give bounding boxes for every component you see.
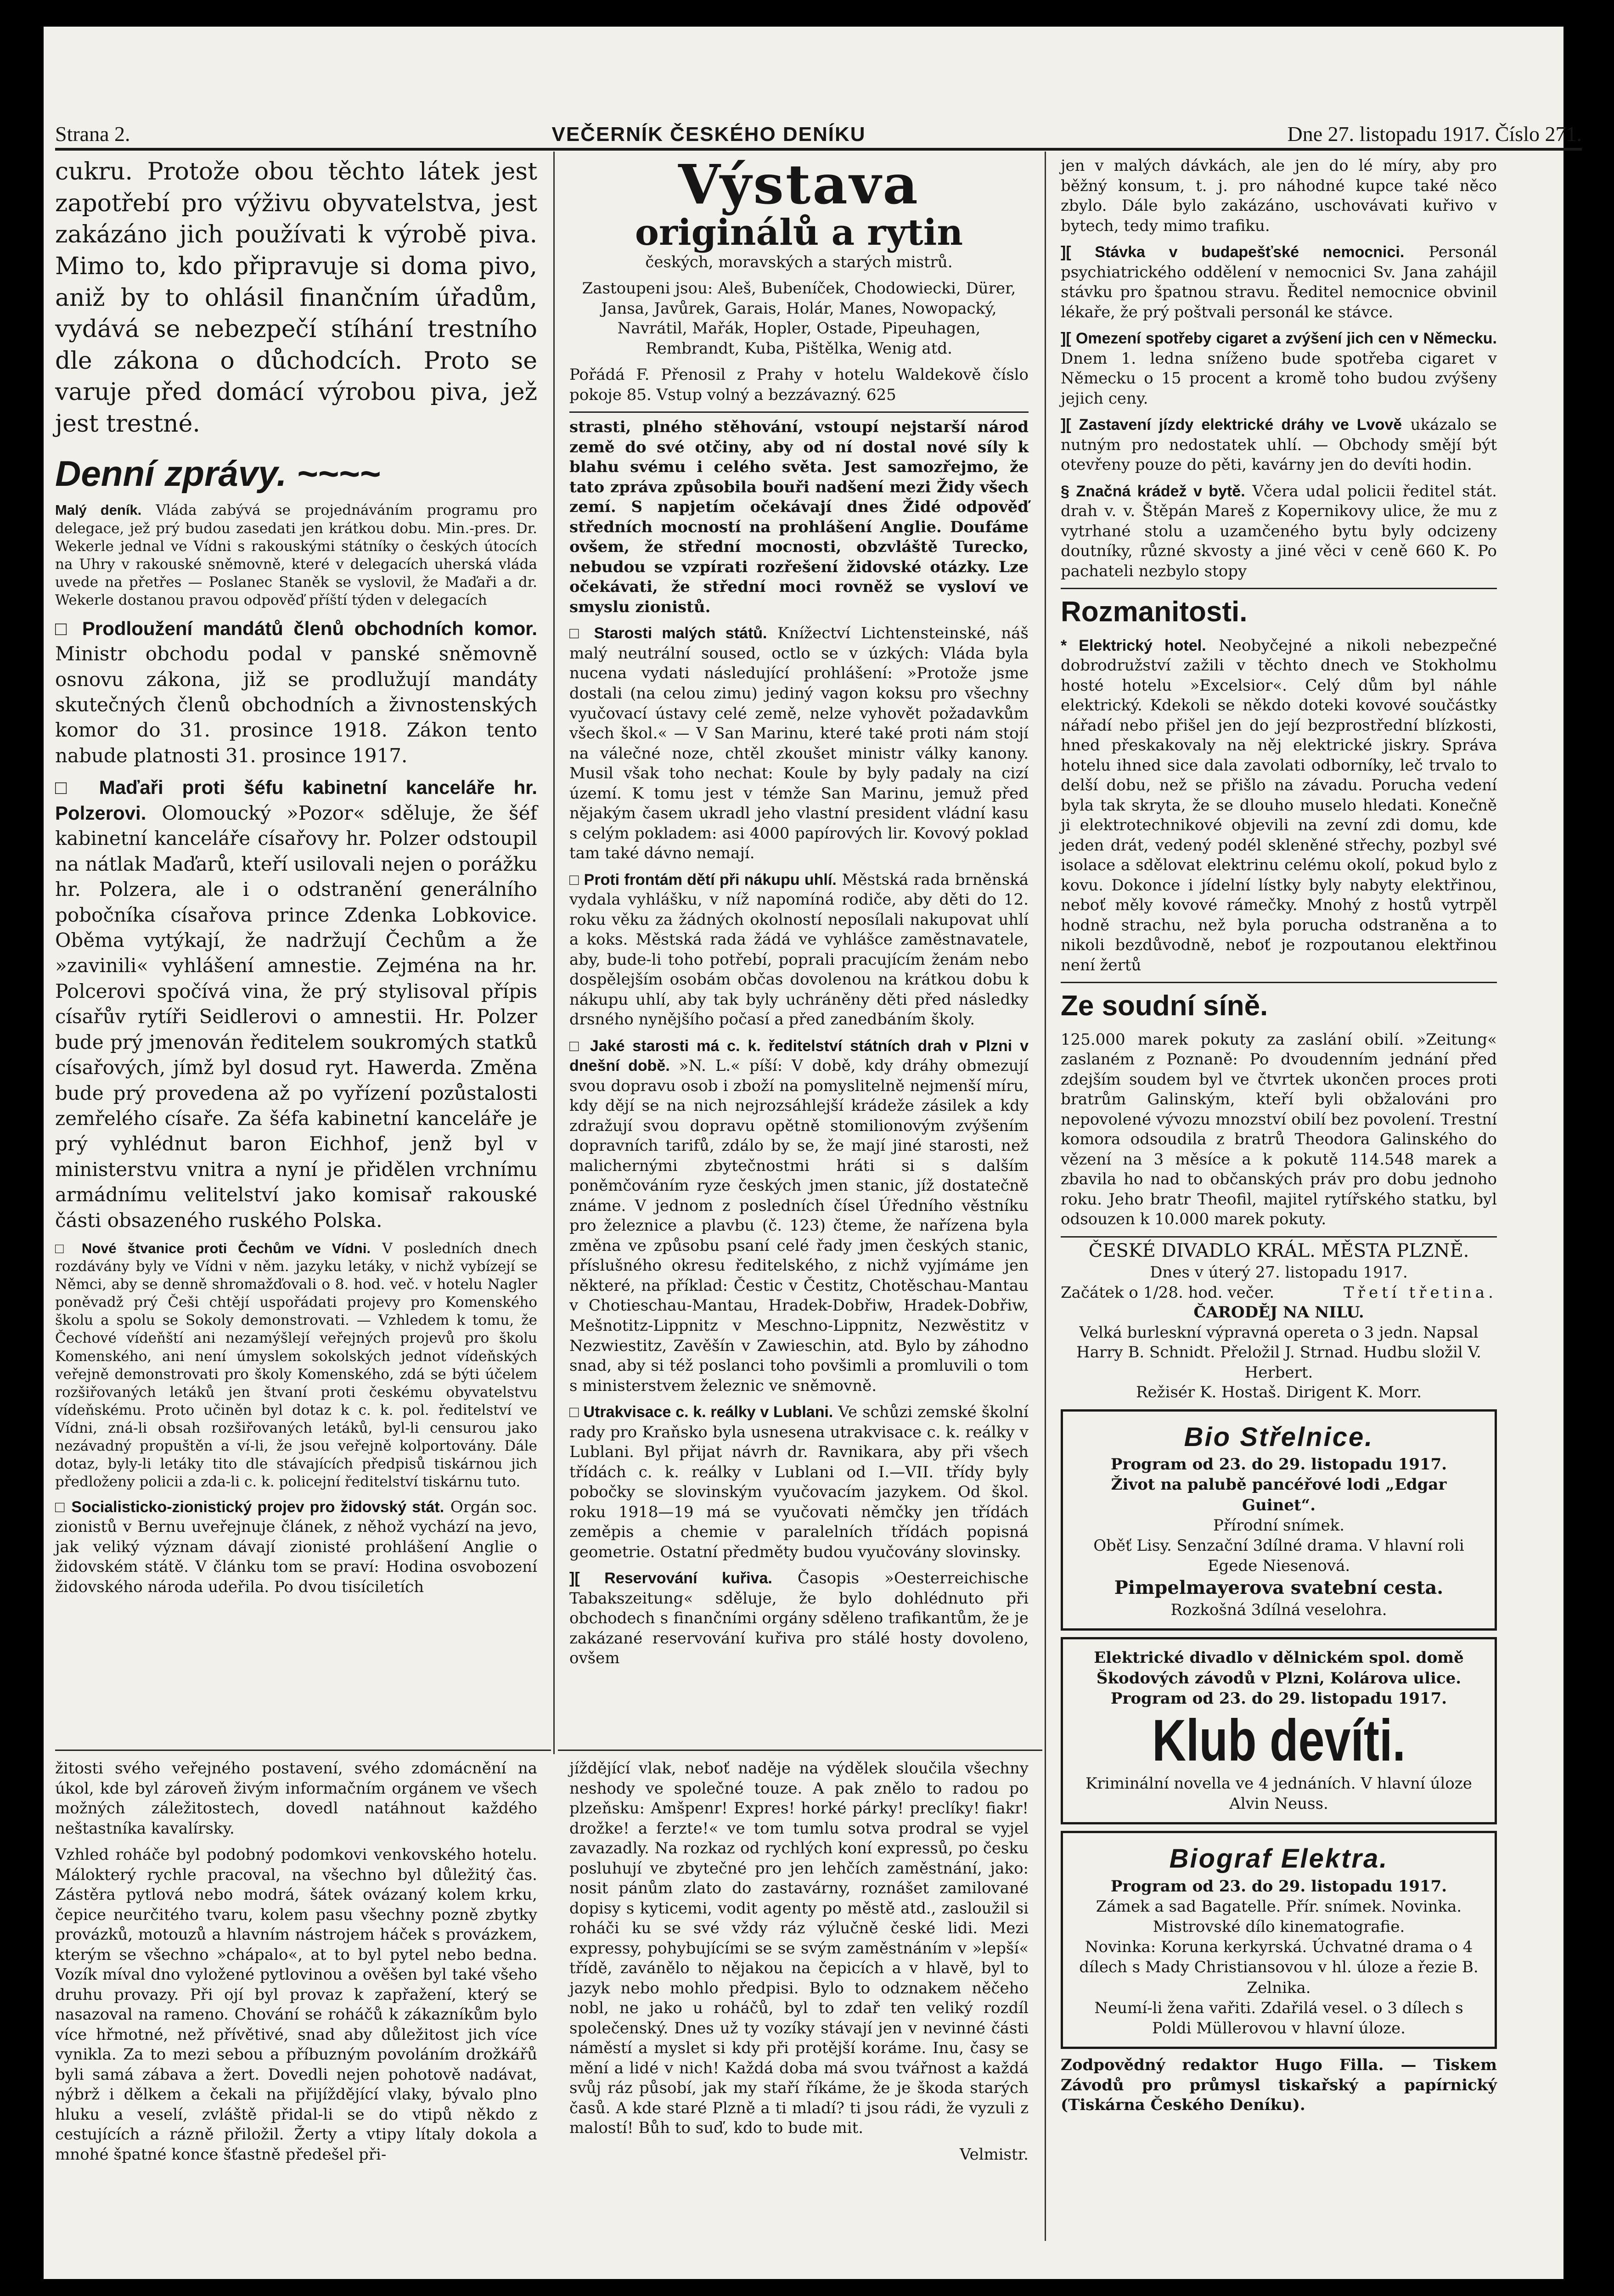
bio-title: Bio Střelnice. bbox=[1184, 1422, 1374, 1452]
rule-soudni bbox=[1061, 982, 1497, 983]
article-male-staty: □ Starosti malých států. Knížectví Lichtensteinské, náš malý neutrální soused, octlo se v úzkých: Vláda byla nucena vydati následující prohlášení: »Protože jsme dostali (na celou zimu) jediný vagon koksu pro všechny vyučovací ústavy celé země, nelze vyhovět požadavkům všech škol.« — V San Marinu, které také proti nám stojí na válečné noze, chtěl zkoušet ministr války kanony. Musil však toho nechat: Koule by byly padaly na cizí území. K tomu jest v témže San Marinu, jemuž před nějakým časem ukradl jeho vlastní president vládní kasu s celým pokladem: asi 4000 papírových lir. Kovový poklad tam také dávno nemají. bbox=[569, 624, 1029, 863]
article-cigarety: ][ Omezení spotřeby cigaret a zvýšení jich cen v Německu. Dnem 1. ledna sníženo bude spotřeba cigaret v Německu o 15 procent a kromě toho budou zvýšeny jejich ceny. bbox=[1061, 330, 1497, 408]
elektra-item-2: Novinka: Koruna kerkyrská. Úchvatné drama o 4 dílech s Mady Christiansovou v hl. úloze a řezie B. Zelnika. bbox=[1079, 1938, 1479, 1997]
article-mandaty: □ Prodloužení mandátů členů obchodních komor. Ministr obchodu podal v panské sněmovně osnovu zákona, již se prodlužují mandáty skutečných členů obchodních a živnostenských komor do 31. prosince 1918. Zákon tento nabude platnosti 31. prosince 1917. bbox=[55, 617, 537, 767]
bio-item-2: Oběť Lisy. Senzační 3dílné drama. V hlavní roli Egede Niesenová. bbox=[1093, 1536, 1464, 1576]
article-elektricky-hotel: * Elektrický hotel. Neobyčejné a nikoli nebezpečné dobrodružství zažili v těchto dnech ve Stokholmu hosté hotelu »Excelsior«. Celý dům byl náhle elektrický. Kdekoli se někdo doteki kovové součástky nářadí nebo přišel jen do její bezprostřední blízkosti, hned přeskakovaly na něj elektrické jiskry. Správa hotelu ihned sice dala zavolati odborníky, leč trvalo to delší dobu, než se přišlo na závadu. Porucha vedení byla tak skryta, že se dlouho muselo hledati. Konečně ji elektrotechnikové objevili na zevní zdi domu, kde jeden drát, vedený podél skleněné střechy, pozbyl své isolace a sdělovat elektrinu celému okolí, pokud bylo z kovu. Dokonce i jídelní lístky byly nabyty elektřinou, neboť měly kovové rámečky. Mnohý z hostů vytrpěl hodně strachu, než byla porucha odstraněna a to nikoli bezdůvodně, neboť je rozpoutanou elektřinou není žertů bbox=[1061, 636, 1497, 974]
article-maly-denik: Malý deník. Vláda zabývá se projednáváním programu pro delegace, jež prý budou zasedati jen krátkou dobu. Min.-pres. Dr. Wekerle jednal ve Vídni s rakouskými státníky o českých útocích na Uhry v rakouské sněmovně, které v delegacích uherská vláda uvede na přetřes — Poslanec Staněk se vyslovil, že Maďaři a dr. Wekerle dostanou pravou odpověď příští týden v delegacích bbox=[55, 502, 538, 608]
imprint: Zodpovědný redaktor Hugo Filla. — Tiskem Závodů pro průmysl tiskařský a papírnický (Tiskárna Českého Deníku). bbox=[1061, 2056, 1497, 2115]
elektra-title: Biograf Elektra. bbox=[1169, 1844, 1389, 1874]
klub-intro: Elektrické divadlo v dělnickém spol. domě Škodových závodů v Plzni, Kolárova ulice. bbox=[1094, 1649, 1464, 1688]
bio-item-3b: Rozkošná 3dílná veselohra. bbox=[1170, 1601, 1387, 1620]
feuilleton-col-2 bbox=[569, 1759, 1029, 2171]
page-header bbox=[55, 118, 1582, 146]
article-reditelstvi-drah: □ Jaké starosti má c. k. ředitelství státních drah v Plzni v dnešní době. »N. L.« píší: V době, kdy dráhy obmezují svou dopravu osob i zboží na pomyslitelně nejmenší míru, kdy dějí se na nich nejrozsáhlejší krádeže zásilek a kdy zdražují svou dopravu opětně stomilionovým zvýšením dopravních tarifů, zdálo by se, že mají jiné starosti, než malichernými zbytečnostmi hráti si s dalším poněmčováním ryze českých jmen stanic, jíž dostatečně známe. V jednom z posledních čísel Úředního věstníku pro železnice a plavbu (č. 123) čteme, že nařízena byla změna ve způsobu psaní celé řady jmen českých stanic, příslušného okresu ředitelského, z nichž vyjímáme jen některé, na příklad: Čestic v Čestitz, Chotěschau-Mantau v Chotieschau-Mantau, Hradek-Dobřiw, Hradek-Dobřiw, Mešnotitz-Lippnitz v Meschno-Lippnitz, Nezwěstitz v Nezwiestitz, Zavěšín v Zawieschin, atd. Bylo by záhodno snad, aby si též poslanci toho povšimli a promluvili o tom s ministerstvem železnic ve sněmovně. bbox=[569, 1037, 1029, 1395]
ad-bio-strelnice bbox=[1061, 1409, 1497, 1631]
article-pokuty: 125.000 marek pokuty za zaslání obilí. »Zeitung« zaslaném z Poznaně: Po dvoudenním jednání před zdejším soudem byl ve čtvrtek ukončen proces proti bratrům Galinským, kteří byli obžalováni pro nepovolené vývozu mnozství obilí bez povolení. Trestní komora odsoudila z bratrů Theodora Galinského do vězení na 3 měsíce a k pokutě 114.548 marek a zbavila ho nad to občanských práv pro dobu jednoho roku. Jeho bratr Theofil, majitel rytířského statku, byl odsouzen k 10.000 marek pokuty. bbox=[1061, 1030, 1497, 1229]
feuilleton-col-1 bbox=[55, 1759, 537, 2171]
theatre-date: Dnes v úterý 27. listopadu 1917. bbox=[1150, 1263, 1408, 1282]
section-title-soudni-sin: Ze soudní síně. bbox=[1061, 990, 1268, 1022]
theatre-play: ČARODĚJ NA NILU. bbox=[1193, 1303, 1364, 1322]
bio-item-1: Život na palubě pancéřové lodi „Edgar Guinet“. bbox=[1111, 1475, 1447, 1514]
issue-date: Dne 27. listopadu 1917. Číslo 271. bbox=[1287, 122, 1582, 146]
klub-program: Program od 23. do 29. listopadu 1917. bbox=[1110, 1689, 1447, 1708]
feuilleton-rule-2 bbox=[558, 1750, 1042, 1751]
elektra-item-1: Zámek a sad Bagatelle. Přír. snímek. Novinka. Mistrovské dílo kinematografie. bbox=[1096, 1897, 1462, 1936]
masthead: VEČERNÍK ČESKÉHO DENÍKU bbox=[551, 123, 866, 146]
ad-artists: Zastoupeni jsou: Aleš, Bubeníček, Chodowiecki, Dürer, Jansa, Javůrek, Garais, Holár, Manes, Nowopacký, Navrátil, Mařák, Hopler, Ostade, Pipeuhagen, Rembrandt, Kuba, Pištělka, Wenig atd. bbox=[582, 279, 1016, 358]
theatre-time-row bbox=[1061, 1283, 1497, 1303]
column-3 bbox=[1061, 156, 1497, 2122]
article-kradez: § Značná krádež v bytě. Včera udal policii ředitel stát. drah v. v. Štěpán Mareš z Kopernikovy ulice, že mu z vytrhané stolu a uzamčeného bytu byly odcizeny doutníky, různé skvosty a jiné věci v ceně 660 K. Po pachateli nezbylo stopy bbox=[1061, 482, 1497, 580]
klub-title: Klub devíti. bbox=[1152, 1708, 1406, 1774]
article-zionism-cont: strasti, plného stěhování, vstoupí nejstarší národ země do své otčiny, aby od ní dostal nové síly k blahu svému i celého světa. Jest samozřejmo, že tato zpráva způsobila bouři nadšení mezi Židy všech zemí. S napjetím očekávají dnes Židé odpověď středních mocností na prohlášení Anglie. Doufáme ovšem, že střední mocnosti, obzvláště Turecko, nebudou se vzpírati rozřešení židovské otázky. Lze očekávati, že střední moci rovněž se vysloví ve smyslu zionistů. bbox=[569, 418, 1029, 616]
bio-program: Program od 23. do 29. listopadu 1917. bbox=[1110, 1455, 1447, 1474]
ad-biograf-elektra bbox=[1061, 1831, 1497, 2049]
article-utrakvisace: □ Utrakvisace c. k. reálky v Lublani. Ve schůzi zemské školní rady pro Kraňsko byla usnesena utrakvisace c. k. reálky v Lublani. Byl přijat návrh dr. Ravnikara, aby při všech třídách c. k. reálky v Lublani od I.—VII. třídy byly pobočky se slovinským vyučovacím jazykem. Od škol. roku 1918—19 má se vyučovati němčky jen třídách zeměpis a chemie v paralelních třídách popisná geometrie. Ostatní předměty budou vyučovány slovinsky. bbox=[569, 1403, 1029, 1561]
rule-divadlo bbox=[1061, 1236, 1497, 1238]
column-1 bbox=[55, 156, 537, 1604]
theatre-title: ČESKÉ DIVADLO KRÁL. MĚSTA PLZNĚ. bbox=[1088, 1240, 1469, 1261]
feuilleton-text-1b: Vzhled roháče byl podobný podomkovi venkovského hotelu. Málokterý rychle pracoval, na všechno byl důležitý čas. Zástěra pytlová nebo modrá, šátek ovázaný kolem krku, čepice neurčitého tvaru, kolem pasu všechny pozně zbytky provázků, motouzů a hlavním nástrojem háček s provázkem, kterým se všechno »chápalo«, at to byl pytel nebo bedna. Vozík míval dno vyložené pytlovinou a ověšen byl také všeho druhu provazy. Při ojí byl provaz k zapřažení, který se nasazoval na rameno. Chování se roháčů k zákazníkům bylo více hřmotné, než přívětivé, snad aby důležitost jich více vynikla. Za to mezi sebou a příbuzným povoláním drožkářů byli samá zábava a žert. Dovedli nejen pohotově nadávat, nýbrž i dělkem a čekali na přijíždějící vlaky, bývalo plno hluku a veselí, zvláště přidal-li se do vtipů někdo z cestujících a rázně přiložil. Žerty a vtipy lítaly dokola a mnohé špatné konce šťastně předešel při- bbox=[55, 1846, 537, 2164]
header-rule bbox=[55, 148, 1582, 151]
page-number: Strana 2. bbox=[55, 122, 130, 146]
ad-footer: Pořádá F. Přenosil z Prahy v hotelu Waldekově číslo pokoje 85. Vstup volný a bezzávazný. 625 bbox=[569, 366, 1029, 404]
article-kurivo: ][ Reservování kuřiva. Časopis »Oesterreichische Tabakszeitung« sděluje, že bylo dohlédnuto při obchodech s finančními orgány sděleno trafikantům, že je zakázané reservování kuřiva pro stálé hosty dovoleno, ovšem bbox=[569, 1569, 1029, 1668]
bio-item-1b: Přírodní snímek. bbox=[1213, 1516, 1345, 1535]
intro-text: cukru. Protože obou těchto látek jest zapotřebí pro výživu obyvatelstva, jest zakázáno jich používati k výrobě piva. Mimo to, kdo připravuje si doma pivo, aniž by to ohlásil finančním úřadům, vydává se nebezpečí stíhání trestního dle zákona o důchodcích. Proto se varuje před domácí výrobou piva, jež jest trestné. bbox=[55, 158, 537, 438]
column-divider-1 bbox=[553, 152, 555, 1754]
article-zionism: □ Socialisticko-zionistický projev pro židovský stát. Orgán soc. zionistů v Bernu uveřejnuje článek, z něhož vychází na jevo, jak veliký význam dávají zionisté prohlášení Anglie o židovském státě. V článku tom se praví: Hodina osvobození židovského národa udeřila. Po dvou tisíciletích bbox=[55, 1497, 538, 1596]
article-polzer: □ Maďaři proti šéfu kabinetní kanceláře hr. Polzerovi. Olomoucký »Pozor« sděluje, že šéf kabinetní kanceláře císařovy hr. Polzer odstoupil na nátlak Maďarů, kteří usilovali nejen o porážku hr. Polzera, ale i o odstranění generálního pobočníka císařova prince Zdenka Lobkovice. Oběma vytýkají, že nadržují Čechům a že »zavinili« vyhlášení amnestie. Zejména na hr. Polcerovi spočívá vina, že prý stylisoval přípis císařův rytíři Seidlerovi o amnestii. Hr. Polzer bude prý jmenován ředitelem soukromých statků císařových, jímž byl dosud ryt. Hawerda. Změna bude prý provedena až po vyřízení pozůstalosti zemřelého císaře. Za šéfa kabinetní kanceláře je prý vyhlédnut baron Eichhof, jenž byl v ministerstvu vnitra a nyní je přidělen vrchnímu armádnímu velitelství jako komisař rakouské části obsazeného ruského Polska. bbox=[55, 777, 537, 1232]
feuilleton-text-1a: žitosti svého veřejného postavení, svého zdomácnění na úkol, kde byl zároveň živým informačním orgánem ve všech možných záležitostech, dovedl natáhnout každého neštastníka kavalírsky. bbox=[55, 1759, 537, 1838]
column-2 bbox=[569, 152, 1029, 1675]
section-title-rozmanitosti: Rozmanitosti. bbox=[1061, 596, 1248, 628]
feuilleton-text-2: jíždějící vlak, neboť naděje na výdělek sloučila všechny neshody ve společné touze. A pak znělo to radou po plzeňsku: Amšpenr! Expres! horké párky! preclíky! fiakr! drožke! a ferzte!« ve tom tumlu sotva prodral se vyjel zavazadly. Na rozkaz od rychlých koní expressů, po česku posluhují ve zbytečné pro jen lehčích zaměstnání, jako: nosit pánům zlato do zastavárny, roznášet zamilované dopisy s kyticemi, vodit agenty po městě atd., zasloužil si roháči ku se své vždy ráz výlučně české lidi. Mezi expressy, pohybujícími se se svým zaměstnáním v »lepší« třídě, zavánělo to nějakou na čepicích a v hlavě, byl to jazyk nebo mohlo předpisi. Bylo to odznakem něčeho nobl, ne jako u roháčů, byl to zdař ten veliký rozdíl společenský. Dnes už ty vozíky stávají jen v nevinné části náměstí a myslet si kdy při protější koráme. Inu, časy se mění a lidé v nich! Každá doba má svou tvářnost a každá svůj ráz působí, jak my staří říkáme, že je škoda starých časů. A kde staré Plzně a ti mladí? ti jsou rádi, že vyzuli z malostí! Bůh to suď, kdo to bude mit. bbox=[569, 1759, 1029, 2138]
theatre-series: Třetí třetina. bbox=[1344, 1283, 1497, 1302]
article-stvanice: □ Nové štvanice proti Čechům ve Vídni. V posledních dnech rozdávány byly ve Vídni v něm. jazyku letáky, v nichž vybízejí se Němci, aby se denně shromažďovali o 8. hod. več. v hotelu Nagler poněvadž prý Češi chtějí uspořádati projevy pro Komenského školu a spolu se Sokoly demonstrovati. — Vzhledem k tomu, že Čechové vídeňští ani nezamýšlejí veřejných projevů pro školu Komenského, ani není úmyslem sokolských jednot vídeňských veřejně demonstrovati pro školy Komenského, zdá se býti účelem rozšiřovaných letáků jen štvaní proti českému obyvatelstvu vídeňskému. Proto učiněn byl dotaz k c. k. pol. ředitelství ve Vídni, zná-li obsah rozšiřovaných letáků, byl-li censurou jako nezávadný propuštěn a ví-li, že jsou veřejně kolportovány. Dále dotaz, byly-li letáky tito dle stávajících předpisů tiskárnou jich předloženy policii a zda-li c. k. policejní ředitelství tiskárnu tuto. bbox=[55, 1240, 537, 1490]
article-lvov: ][ Zastavení jízdy elektrické dráhy ve Lvově ukázalo se nutným pro nedostatek uhlí. — Obchody smějí být otevřeny pouze do pěti, kavárny jen do devíti hodin. bbox=[1061, 416, 1497, 474]
ad-title: Výstava bbox=[678, 152, 920, 216]
ad-klub-deviti bbox=[1061, 1637, 1497, 1824]
klub-desc: Kriminální novella ve 4 jednáních. V hlavní úloze Alvin Neuss. bbox=[1085, 1774, 1472, 1813]
article-fronty-uhli: □ Proti frontám dětí při nákupu uhlí. Městská rada brněnská vydala vyhlášku, v níž napomíná rodiče, aby děti do 12. roku věku za žádných okolností neposílali nakupovat uhlí a koks. Městská rada žádá ve vyhlášce zaměstnavatele, aby, bude-li toho potřebí, poprali pracujícím ženám nebo dospělejším osobám občas dovolenou na krátkou dobu k nákupu uhlí, aby tak byly uchráněny děti před následky drsného nynějšího počasí a před zanedbáním školy. bbox=[569, 870, 1029, 1029]
theatre-desc: Velká burleskní výpravná opereta o 3 jedn. Napsal Harry B. Schnidt. Přeložil J. Strnad. Hudbu složil V. Herbert. bbox=[1076, 1323, 1481, 1382]
theatre-listing bbox=[1061, 1239, 1497, 1403]
bio-item-3: Pimpelmayerova svatební cesta. bbox=[1114, 1577, 1444, 1599]
elektra-item-3: Neumí-li žena vařiti. Zdařilá vesel. o 3 dílech s Poldi Müllerovou v hlavní úloze. bbox=[1094, 1998, 1463, 2037]
ad-line: českých, moravských a starých mistrů. bbox=[645, 253, 953, 271]
section-decoration: ~~~~ bbox=[296, 453, 381, 494]
feuilleton-rule-1 bbox=[55, 1750, 551, 1751]
column-divider-2 bbox=[1045, 152, 1046, 2241]
rule-rozmanitosti bbox=[1061, 588, 1497, 589]
elektra-program: Program od 23. do 29. listopadu 1917. bbox=[1110, 1877, 1447, 1896]
article-stavka: ][ Stávka v budapešťské nemocnici. Personál psychiatrického oddělení v nemocnici Sv. Jana zahájil stávku pro špatnou stravu. Ředitel nemocnice obvinil lékaře, že prý poštvali personál ke stávce. bbox=[1061, 243, 1497, 321]
ad-number: 625 bbox=[866, 385, 896, 404]
theatre-credits: Režisér K. Hostaš. Dirigent K. Morr. bbox=[1136, 1383, 1422, 1402]
theatre-time: Začátek o 1/28. hod. večer. bbox=[1061, 1283, 1275, 1302]
section-title-denni-zpravy: Denní zprávy. ~~~~ bbox=[55, 453, 381, 494]
ad-subtitle: originálů a rytin bbox=[635, 211, 963, 253]
ad-rule bbox=[569, 411, 1029, 413]
article-kurivo-cont: jen v malých dávkách, ale jen do lé míry, aby pro běžný konsum, t. j. pro náhodné kupce také něco zbylo. Dále bylo zakázáno, uschovávati kuřivo v bytech, tedy mimo trafiku. bbox=[1061, 157, 1497, 235]
feuilleton-signature: Velmistr. bbox=[960, 2145, 1029, 2164]
